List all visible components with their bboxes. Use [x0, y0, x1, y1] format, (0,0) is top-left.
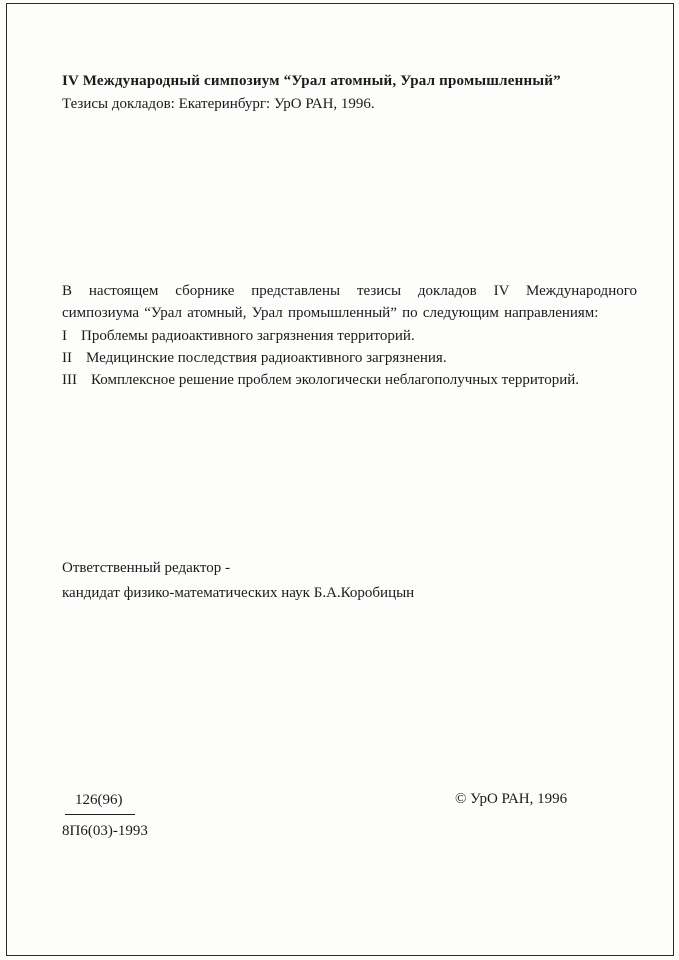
topic-numeral: II: [62, 350, 72, 366]
editor-name: кандидат физико-математических наук Б.А.Коробицын: [62, 585, 415, 601]
copyright-notice: © УрО РАН, 1996: [455, 791, 568, 807]
symposium-title: IV Международный симпозиум “Урал атомный, Урал промышленный”: [62, 73, 561, 89]
topic-text: Комплексное решение проблем экологически неблагополучных территорий.: [91, 372, 580, 388]
abstract-line-1: В настоящем сборнике представлены тезисы докладов IV Международного: [62, 283, 637, 299]
bbk-code: 8П6(03)-1993: [62, 823, 148, 839]
topic-item: [62, 325, 637, 347]
editor-section: [62, 556, 619, 606]
topic-text: Медицинские последствия радиоактивного загрязнения.: [86, 350, 447, 366]
topic-item: [62, 369, 637, 391]
editor-label: Ответственный редактор -: [62, 560, 230, 576]
topic-text: Проблемы радиоактивного загрязнения территорий.: [81, 328, 415, 344]
abstract-section: [62, 280, 637, 391]
topic-numeral: III: [62, 372, 77, 388]
imprint-line: Тезисы докладов: Екатеринбург: УрО РАН, 1996.: [62, 96, 375, 112]
topic-numeral: I: [62, 328, 67, 344]
abstract-line-2: симпозиума “Урал атомный, Урал промышленный” по следующим направлениям:: [62, 305, 599, 321]
title-header: [62, 70, 634, 116]
udc-code: 126(96): [65, 787, 135, 815]
topic-item: [62, 347, 637, 369]
classification-codes: [62, 787, 148, 844]
topics-list: [62, 325, 637, 391]
